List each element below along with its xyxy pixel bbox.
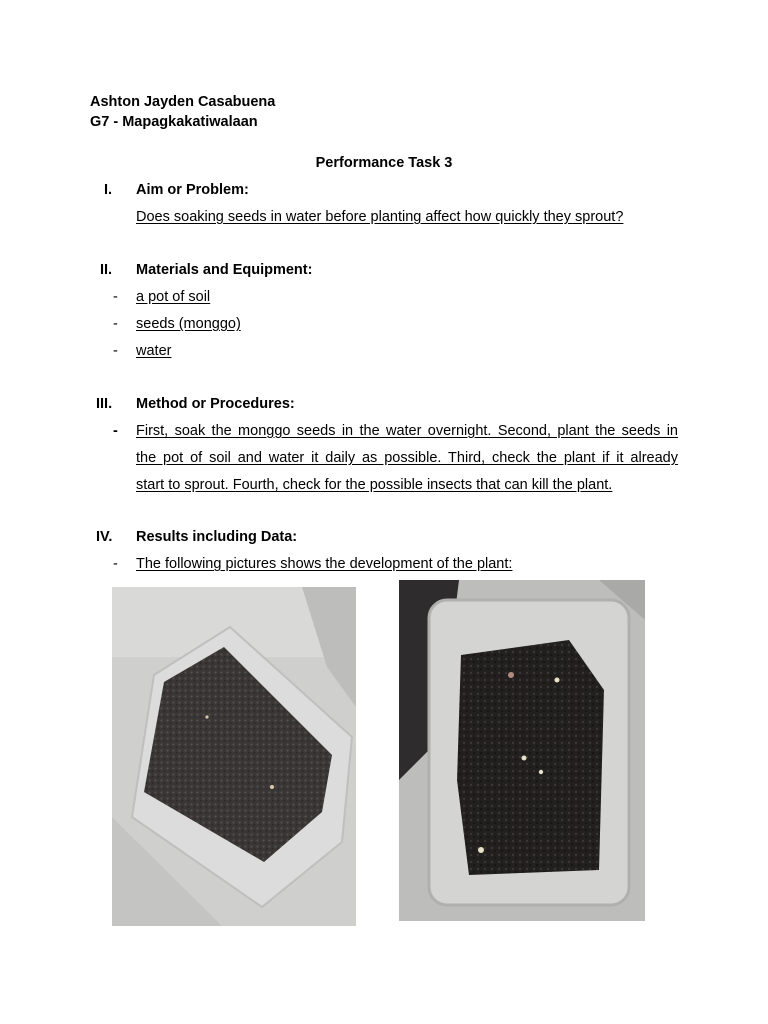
section-3-numeral: III. bbox=[96, 396, 113, 412]
plant-photo-1 bbox=[112, 587, 356, 926]
section-3-heading: Method or Procedures: bbox=[136, 396, 295, 412]
section-4-numeral: IV. bbox=[96, 529, 113, 545]
bullet: - bbox=[113, 289, 118, 305]
bullet: - bbox=[113, 316, 118, 332]
student-section: G7 - Mapagkakatiwalaan bbox=[90, 114, 258, 130]
section-1-heading: Aim or Problem: bbox=[136, 182, 249, 198]
plant-photo-2 bbox=[399, 580, 645, 921]
section-1-numeral: I. bbox=[104, 182, 113, 198]
material-item: seeds (monggo) bbox=[136, 316, 241, 332]
procedure-line: First, soak the monggo seeds in the water overnight. Second, plant the seeds in bbox=[136, 423, 678, 439]
section-2-heading: Materials and Equipment: bbox=[136, 262, 313, 278]
student-name: Ashton Jayden Casabuena bbox=[90, 94, 276, 110]
section-2-numeral: II. bbox=[100, 262, 113, 278]
results-text: The following pictures shows the development of the plant: bbox=[136, 556, 513, 572]
page-title: Performance Task 3 bbox=[315, 155, 453, 171]
material-item: water bbox=[136, 343, 172, 359]
section-4-heading: Results including Data: bbox=[136, 529, 298, 545]
bullet: - bbox=[113, 423, 118, 439]
procedure-line: the pot of soil and water it daily as possible. Third, check the plant if it already bbox=[136, 450, 678, 466]
procedure-line: start to sprout. Fourth, check for the possible insects that can kill the plant. bbox=[136, 477, 613, 493]
aim-text: Does soaking seeds in water before planting affect how quickly they sprout? bbox=[136, 209, 624, 225]
bullet: - bbox=[113, 556, 118, 572]
bullet: - bbox=[113, 343, 118, 359]
material-item: a pot of soil bbox=[136, 289, 211, 305]
